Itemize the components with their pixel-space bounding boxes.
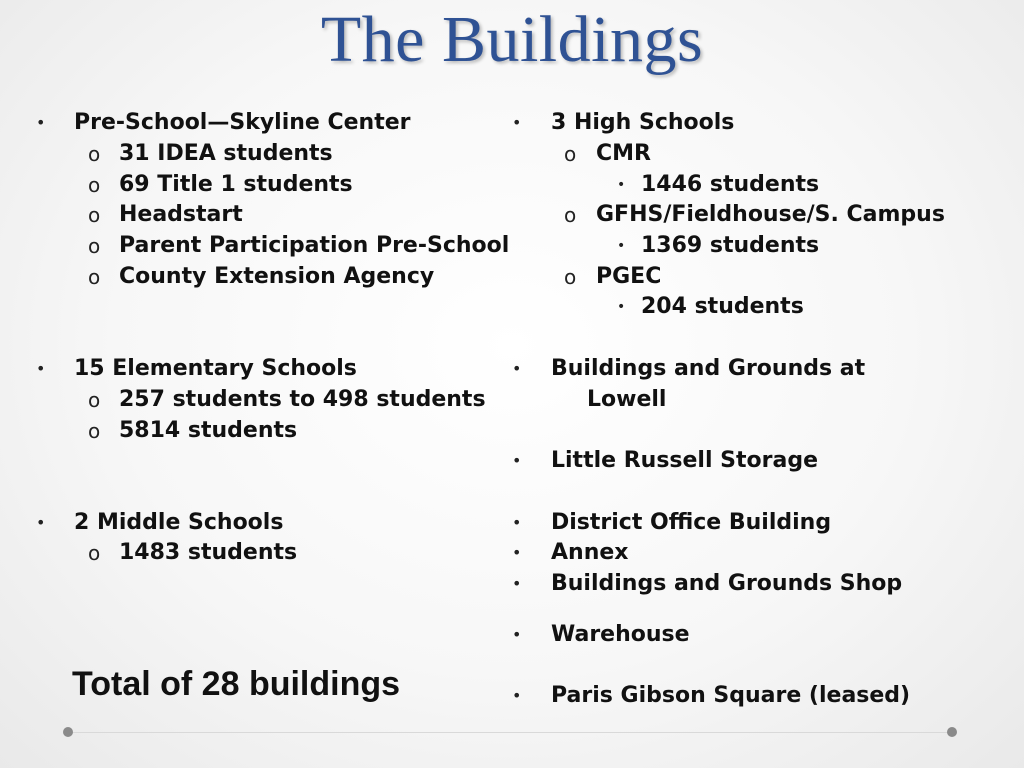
list-item: 1483 students [119,540,298,565]
district-office-item: District Office Building [551,510,832,535]
sub-bullet-marker: • [617,238,626,254]
list-item: Parent Participation Pre-School [119,233,510,258]
bullet-marker: • [512,359,522,378]
school-name: GFHS/Fieldhouse/S. Campus [596,202,945,227]
bullet-marker: • [512,543,522,562]
circle-bullet-icon: o [88,234,101,258]
list-item: 69 Title 1 students [119,172,353,197]
preschool-heading: Pre-School—Skyline Center [74,110,411,135]
school-name: CMR [596,141,651,166]
circle-bullet-icon: o [88,173,101,197]
school-students: 204 students [641,294,804,319]
circle-bullet-icon: o [88,142,101,166]
list-item: 5814 students [119,418,298,443]
grounds-line-1: Buildings and Grounds at [551,356,866,381]
storage-item: Little Russell Storage [551,448,819,473]
middle-heading: 2 Middle Schools [74,510,284,535]
sub-bullet-marker: • [617,177,626,193]
high-schools-heading: 3 High Schools [551,110,735,135]
elementary-heading: 15 Elementary Schools [74,356,357,381]
circle-bullet-icon: o [88,419,101,443]
list-item: Headstart [119,202,243,227]
bullet-marker: • [512,113,522,132]
circle-bullet-icon: o [564,265,577,289]
bullet-marker: • [512,451,522,470]
grounds-line-2: Lowell [587,387,667,412]
bullet-marker: • [512,686,522,705]
bullet-marker: • [36,359,46,378]
right-dot-decoration [947,727,957,737]
list-item: 31 IDEA students [119,141,333,166]
circle-bullet-icon: o [88,203,101,227]
bullet-marker: • [512,513,522,532]
school-students: 1369 students [641,233,820,258]
circle-bullet-icon: o [564,203,577,227]
warehouse-item: Warehouse [551,622,690,647]
slide-title: The Buildings [320,3,704,76]
total-buildings: Total of 28 buildings [72,665,401,703]
bullet-marker: • [512,574,522,593]
list-item: County Extension Agency [119,264,435,289]
footer-rule [68,732,952,733]
sub-bullet-marker: • [617,299,626,315]
paris-item: Paris Gibson Square (leased) [551,683,911,708]
circle-bullet-icon: o [88,388,101,412]
left-dot-decoration [63,727,73,737]
bullet-marker: • [36,513,46,532]
bullet-marker: • [512,625,522,644]
circle-bullet-icon: o [564,142,577,166]
list-item: 257 students to 498 students [119,387,486,412]
school-name: PGEC [596,264,662,289]
bullet-marker: • [36,113,46,132]
circle-bullet-icon: o [88,541,101,565]
school-students: 1446 students [641,172,820,197]
circle-bullet-icon: o [88,265,101,289]
annex-item: Annex [551,540,629,565]
shop-item: Buildings and Grounds Shop [551,571,903,596]
